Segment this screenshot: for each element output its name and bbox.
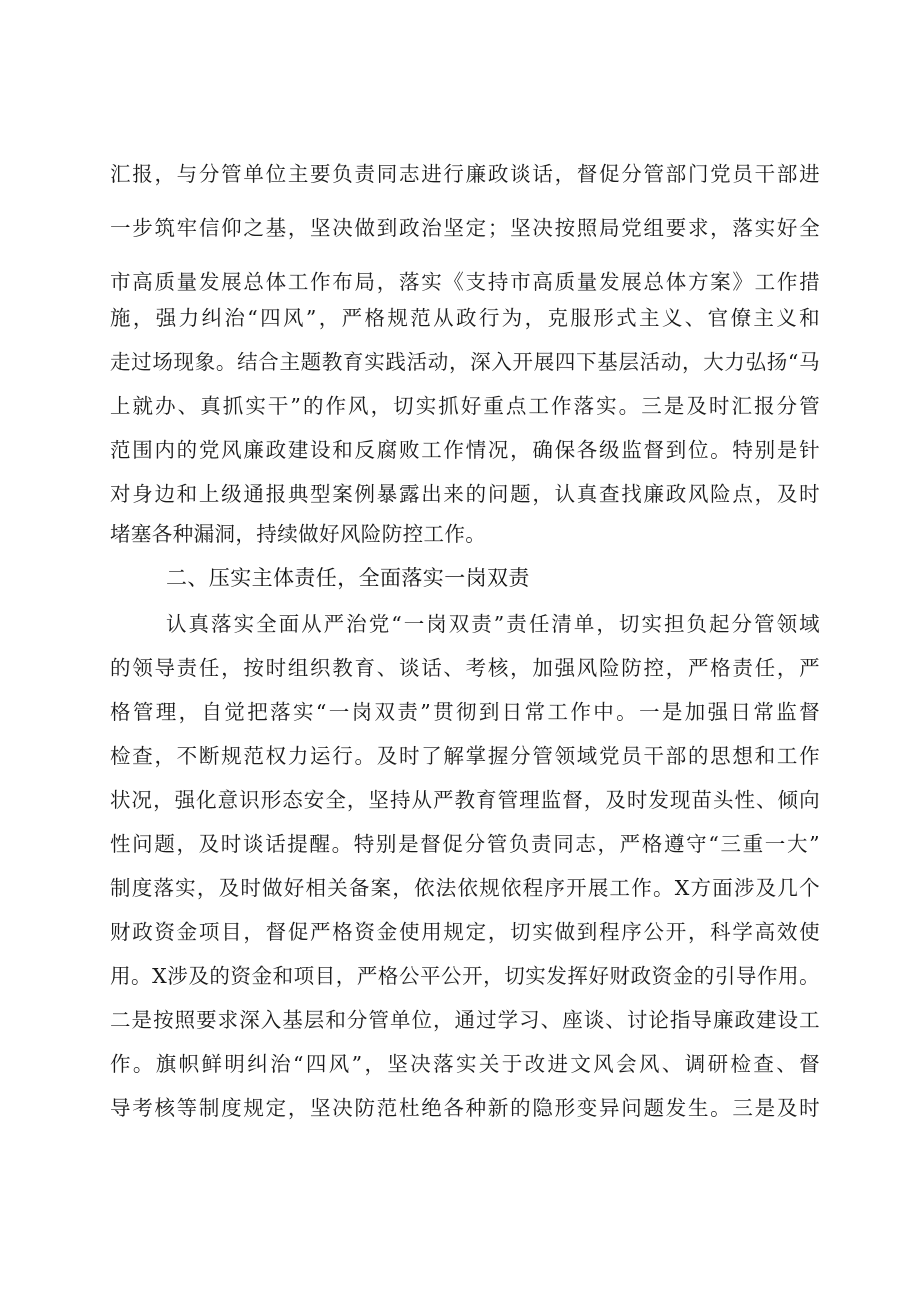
- paragraph-2-line: 用。X涉及的资金和项目，严格公平公开，切实发挥好财政资金的引导作用。: [110, 964, 820, 988]
- paragraph-2-line: 认真落实全面从严治党“一岗双责”责任清单，切实担负起分管领域: [166, 612, 820, 636]
- paragraph-1-line: 走过场现象。结合主题教育实践活动，深入开展四下基层活动，大力弘扬“马: [110, 350, 820, 374]
- paragraph-2-line: 状况，强化意识形态安全，坚持从严教育管理监督，及时发现苗头性、倾向: [110, 788, 820, 812]
- paragraph-2-line: 财政资金项目，督促严格资金使用规定，切实做到程序公开，科学高效使: [110, 920, 820, 944]
- paragraph-1-line: 对身边和上级通报典型案例暴露出来的问题，认真查找廉政风险点，及时: [110, 482, 820, 506]
- paragraph-2-line: 制度落实，及时做好相关备案，依法依规依程序开展工作。X方面涉及几个: [110, 876, 820, 900]
- paragraph-2-line: 二是按照要求深入基层和分管单位，通过学习、座谈、讨论指导廉政建设工: [110, 1008, 820, 1032]
- paragraph-1-line: 市高质量发展总体工作布局，落实《支持市高质量发展总体方案》工作措: [110, 270, 820, 294]
- paragraph-2-line: 导考核等制度规定，坚决防范杜绝各种新的隐形变异问题发生。三是及时: [110, 1096, 820, 1120]
- section-heading: 二、压实主体责任，全面落实一岗双责: [166, 566, 530, 590]
- paragraph-2-line: 检查，不断规范权力运行。及时了解掌握分管领域党员干部的思想和工作: [110, 744, 820, 768]
- paragraph-1-line: 一步筑牢信仰之基，坚决做到政治坚定；坚决按照局党组要求，落实好全: [110, 216, 820, 240]
- paragraph-1-line: 范围内的党风廉政建设和反腐败工作情况，确保各级监督到位。特别是针: [110, 438, 820, 462]
- paragraph-2-line: 作。旗帜鲜明纠治“四风”，坚决落实关于改进文风会风、调研检查、督: [110, 1052, 820, 1076]
- paragraph-1-line: 上就办、真抓实干”的作风，切实抓好重点工作落实。三是及时汇报分管: [110, 394, 820, 418]
- paragraph-1-line: 施，强力纠治“四风”，严格规范从政行为，克服形式主义、官僚主义和: [110, 306, 820, 330]
- paragraph-2-line: 格管理，自觉把落实“一岗双责”贯彻到日常工作中。一是加强日常监督: [110, 700, 820, 724]
- paragraph-2-line: 的领导责任，按时组织教育、谈话、考核，加强风险防控，严格责任，严: [110, 656, 820, 680]
- paragraph-1-line: 汇报，与分管单位主要负责同志进行廉政谈话，督促分管部门党员干部进: [110, 162, 820, 186]
- paragraph-1-line: 堵塞各种漏洞，持续做好风险防控工作。: [110, 522, 487, 546]
- paragraph-2-line: 性问题，及时谈话提醒。特别是督促分管负责同志，严格遵守“三重一大”: [110, 832, 820, 856]
